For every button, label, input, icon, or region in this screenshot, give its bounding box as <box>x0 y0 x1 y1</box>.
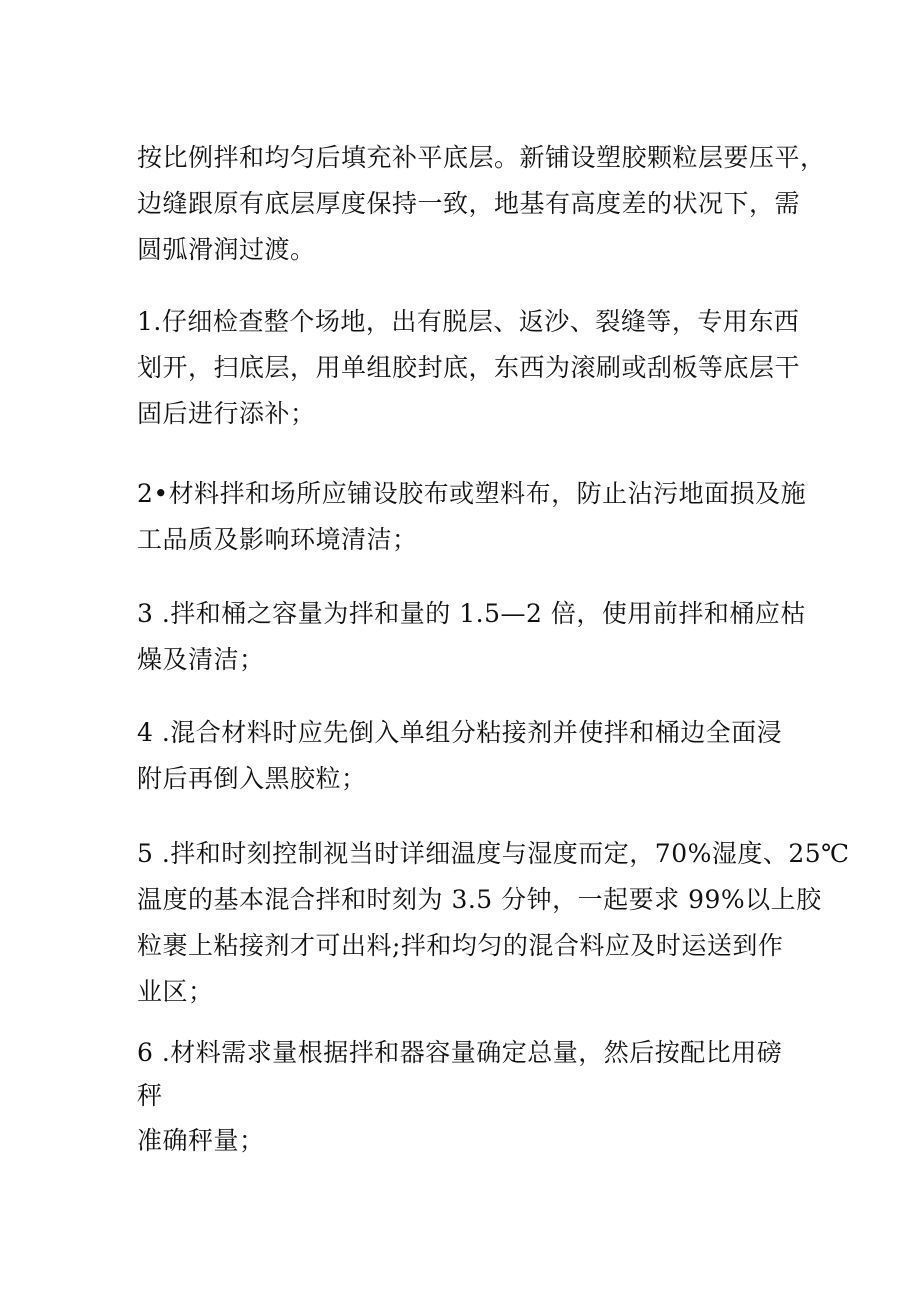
text-line: 6 .材料需求量根据拌和器容量确定总量，然后按配比用磅 <box>137 1038 783 1067</box>
text-line: 3 .拌和桶之容量为拌和量的 1.5—2 倍，使用前拌和桶应枯 <box>137 599 806 628</box>
text-line: 2•材料拌和场所应铺设胶布或塑料布，防止沾污地面损及施 <box>137 479 807 508</box>
text-line: 划开，扫底层，用单组胶封底，东西为滚刷或刮板等底层干 <box>137 353 801 382</box>
text-line: 附后再倒入黑胶粒； <box>137 764 367 793</box>
text-line: 准确秤量； <box>137 1126 265 1155</box>
text-line: 5 .拌和时刻控制视当时详细温度与湿度而定，70%湿度、25℃ <box>137 839 850 868</box>
text-line: 燥及清洁； <box>137 645 265 674</box>
text-line: 业区； <box>137 977 214 1006</box>
text-line: 1.仔细检查整个场地，出有脱层、返沙、裂缝等，专用东西 <box>137 307 800 336</box>
text-line: 4 .混合材料时应先倒入单组分粘接剂并使拌和桶边全面浸 <box>137 718 783 747</box>
paragraph-step-2 <box>137 471 817 563</box>
paragraph-step-1 <box>137 299 817 437</box>
text-line: 工品质及影响环境清洁； <box>137 525 418 554</box>
text-line: 秤 <box>137 1081 163 1110</box>
paragraph-step-5 <box>137 831 850 1015</box>
paragraph-step-6 <box>137 1030 817 1116</box>
text-line: 固后进行添补； <box>137 399 316 428</box>
text-line: 按比例拌和均匀后填充补平底层。新铺设塑胶颗粒层要压平， <box>137 143 826 172</box>
paragraph-1 <box>137 135 826 273</box>
paragraph-step-3 <box>137 591 817 683</box>
text-line: 温度的基本混合拌和时刻为 3.5 分钟，一起要求 99%以上胶 <box>137 885 822 914</box>
text-line: 边缝跟原有底层厚度保持一致，地基有高度差的状况下，需 <box>137 189 801 218</box>
paragraph-weighing <box>137 1118 817 1164</box>
text-line: 粒裹上粘接剂才可出料;拌和均匀的混合料应及时运送到作 <box>137 931 784 960</box>
text-line: 圆弧滑润过渡。 <box>137 235 316 264</box>
paragraph-step-4 <box>137 710 817 802</box>
